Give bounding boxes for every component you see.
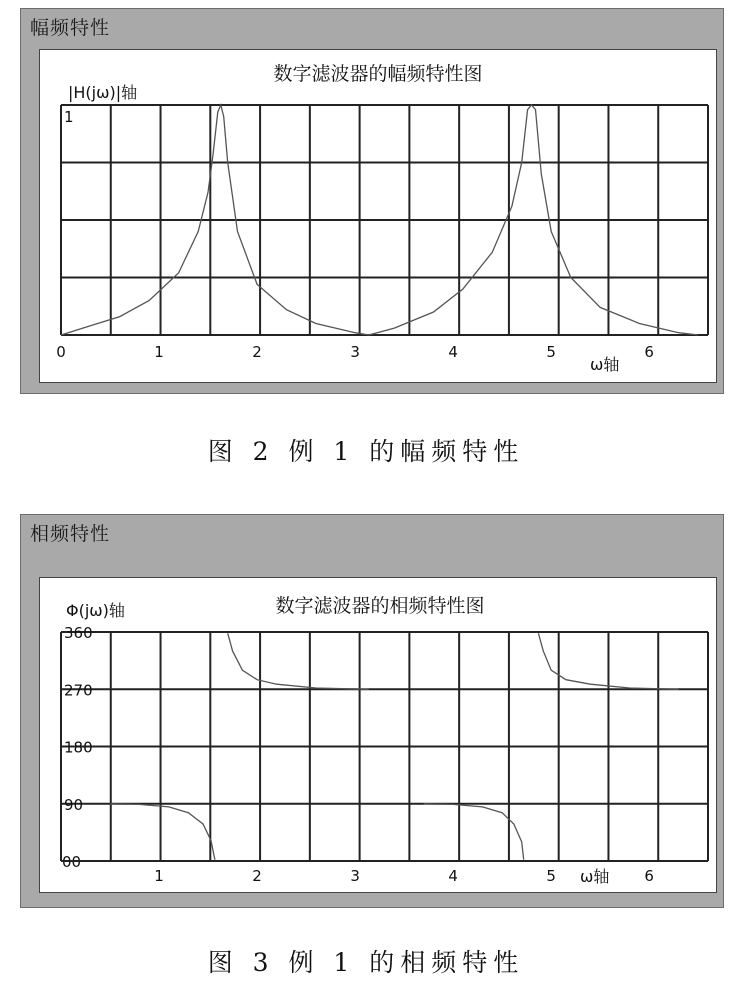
y-tick-label: 360 xyxy=(64,624,93,642)
magnitude-panel-title: 幅频特性 xyxy=(30,17,111,39)
phase-y-axis-label: Φ(jω)轴 xyxy=(66,601,125,620)
x-tick-label: 5 xyxy=(546,343,556,361)
y-tick-label: 270 xyxy=(64,681,93,700)
x-tick-label: 4 xyxy=(448,343,458,361)
figure-2-caption: 图 2 例 1 的幅频特性 xyxy=(207,437,525,466)
phase-chart-title: 数字滤波器的相频特性图 xyxy=(275,595,485,617)
magnitude-x-axis-label: ω轴 xyxy=(590,355,620,374)
phase-y-ticks xyxy=(64,624,93,814)
phase-grid xyxy=(61,632,708,861)
phase-panel-title: 相频特性 xyxy=(30,523,111,545)
phase-series-line xyxy=(228,633,369,689)
phase-origin-label: 00 xyxy=(62,853,82,871)
magnitude-y-axis-label: |H(jω)|轴 xyxy=(68,83,138,102)
x-tick-label: 6 xyxy=(644,343,654,361)
phase-x-ticks xyxy=(154,867,654,885)
x-tick-label: 6 xyxy=(644,867,654,885)
x-tick-label: 3 xyxy=(350,343,360,361)
x-tick-label: 2 xyxy=(252,343,262,361)
figure-3-caption: 图 3 例 1 的相频特性 xyxy=(207,948,525,977)
x-tick-label: 0 xyxy=(56,343,66,361)
phase-x-axis-label: ω轴 xyxy=(580,867,610,886)
phase-series-line xyxy=(110,804,215,860)
x-tick-label: 4 xyxy=(448,867,458,885)
magnitude-x-ticks xyxy=(56,343,654,361)
phase-plot-area xyxy=(39,577,717,893)
magnitude-chart-title: 数字滤波器的幅频特性图 xyxy=(273,63,483,85)
magnitude-grid xyxy=(61,105,708,335)
magnitude-chart xyxy=(40,50,716,382)
x-tick-label: 1 xyxy=(154,343,164,361)
x-tick-label: 2 xyxy=(252,867,262,885)
x-tick-label: 5 xyxy=(546,867,556,885)
magnitude-y-tick-1: 1 xyxy=(64,108,74,126)
magnitude-plot-area xyxy=(39,49,717,383)
x-tick-label: 1 xyxy=(154,867,164,885)
y-tick-label: 90 xyxy=(64,795,84,814)
phase-chart xyxy=(40,578,716,892)
x-tick-label: 3 xyxy=(350,867,360,885)
phase-panel xyxy=(20,514,724,908)
magnitude-panel xyxy=(20,8,724,394)
y-tick-label: 180 xyxy=(64,738,93,757)
